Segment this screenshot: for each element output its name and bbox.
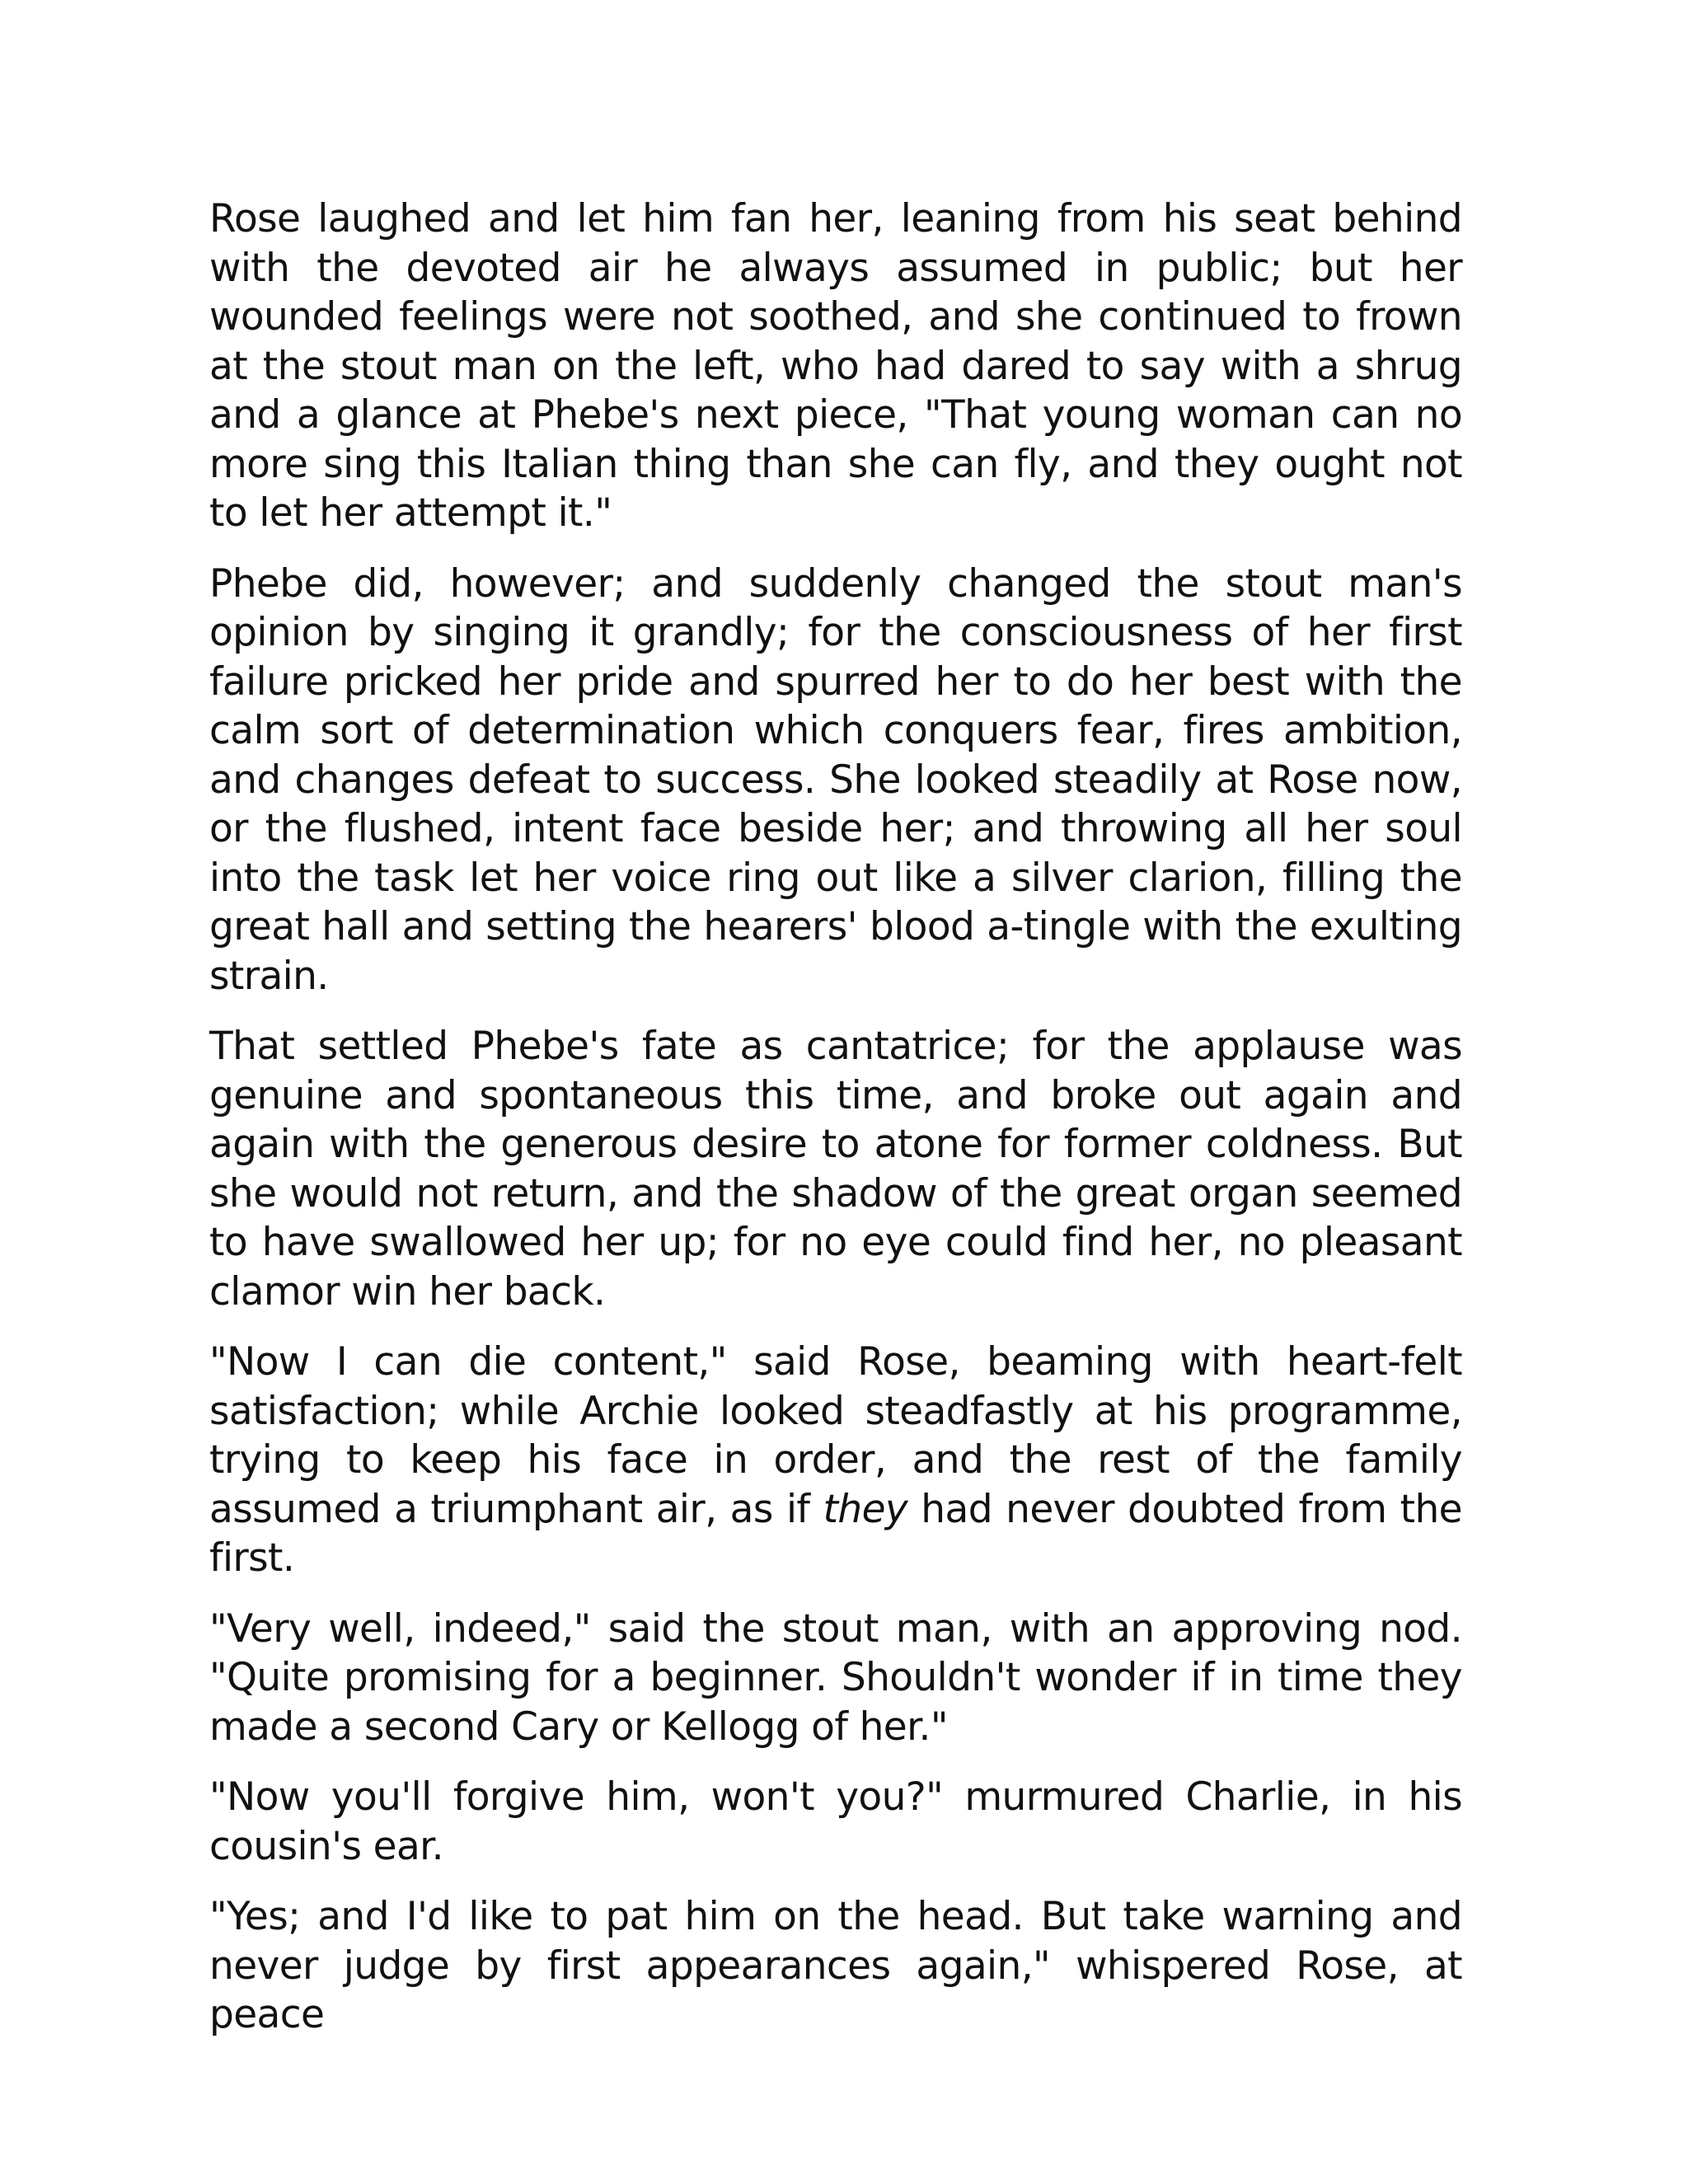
paragraph-2	[209, 560, 1462, 1001]
paragraph-7	[209, 1892, 1462, 2040]
paragraph-3	[209, 1022, 1462, 1316]
paragraph-5	[209, 1605, 1462, 1752]
paragraph-4	[209, 1338, 1462, 1583]
paragraph-text: "Yes; and I'd like to pat him on the head. But take warning and never judge by first appearances again," whispered Rose, at peace	[209, 1894, 1462, 2037]
paragraph-text: That settled Phebe's fate as cantatrice; for the applause was genuine and spontaneous this time, and broke out again and again with the generous desire to atone for former coldness. But she would not return, and the shadow of the great organ seemed to have swallowed her up; for no eye could find her, no pleasant clamor win her back.	[209, 1024, 1462, 1315]
paragraph-6	[209, 1773, 1462, 1871]
paragraph-1	[209, 194, 1462, 538]
paragraph-text: Phebe did, however; and suddenly changed the stout man's opinion by singing it grandly; for the consciousness of her first failure pricked her pride and spurred her to do her best with the calm sort of determination which conquers fear, fires ambition, and changes defeat to success. She looked steadily at Rose now, or the flushed, intent face beside her; and throwing all her soul into the task let her voice ring out like a silver clarion, filling the great hall and setting the hearers' blood a-tingle with the exulting strain.	[209, 560, 1462, 999]
emphasis-text: they	[823, 1486, 908, 1532]
paragraph-text: had never doubted from the first.	[209, 1486, 1462, 1581]
paragraph-text: "Very well, indeed," said the stout man, with an approving nod. "Quite promising for a beginner. Shouldn't wonder if in time they made a second Cary or Kellogg of her."	[209, 1605, 1462, 1750]
paragraph-text: "Now you'll forgive him, won't you?" murmured Charlie, in his cousin's ear.	[209, 1774, 1462, 1869]
paragraph-text: "Now I can die content," said Rose, beaming with heart-felt satisfaction; while Archie looked steadfastly at his programme, trying to keep his face in order, and the rest of the family assumed a triumphant air, as if	[209, 1339, 1462, 1532]
page-body	[209, 194, 1462, 2061]
paragraph-text: Rose laughed and let him fan her, leaning from his seat behind with the devoted air he always assumed in public; but her wounded feelings were not soothed, and she continued to frown at the stout man on the left, who had dared to say with a shrug and a glance at Phebe's next piece, "That young woman can no more sing this Italian thing than she can fly, and they ought not to let her attempt it."	[209, 196, 1462, 536]
